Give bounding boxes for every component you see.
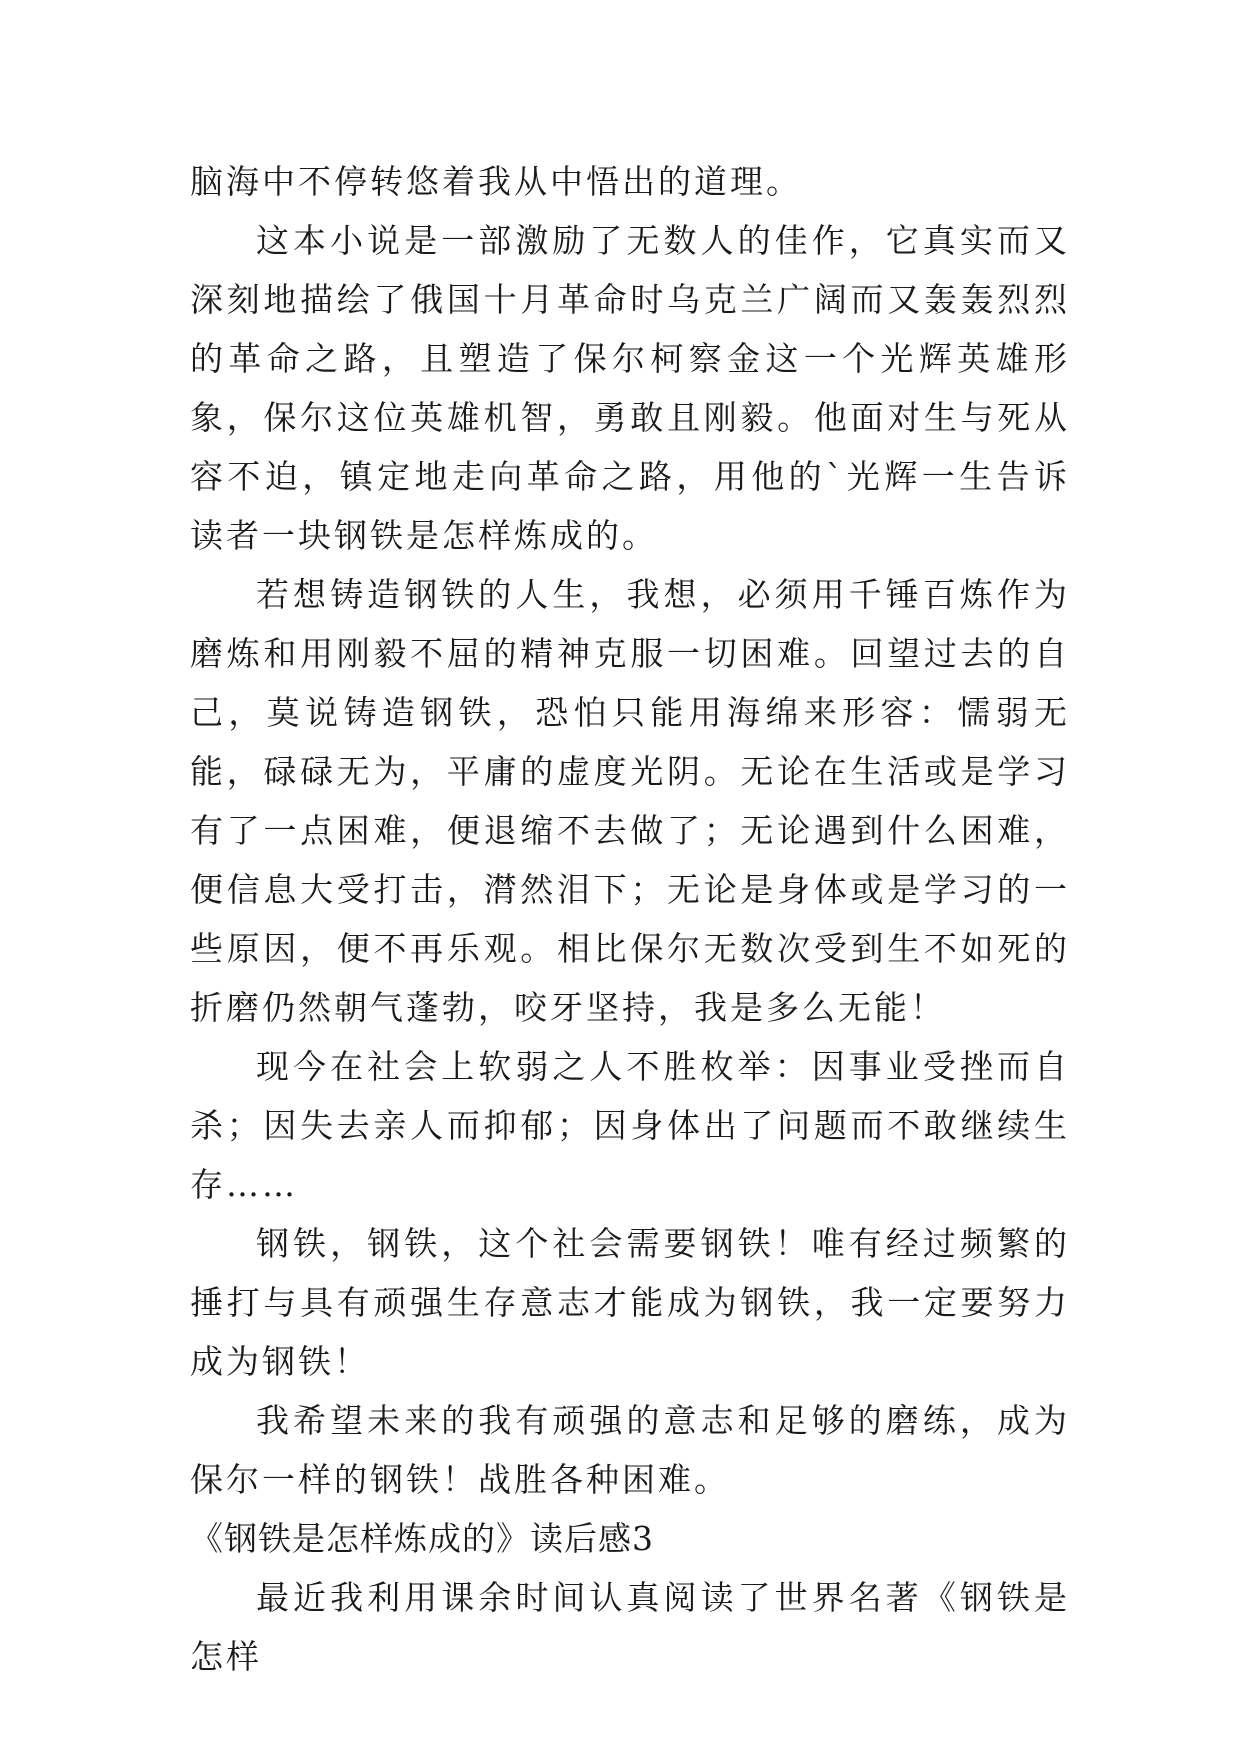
paragraph: 这本小说是一部激励了无数人的佳作，它真实而又深刻地描绘了俄国十月革命时乌克兰广阔而又轰轰烈烈的革命之路，且塑造了保尔柯察金这一个光辉英雄形象，保尔这位英雄机智，勇敢且刚毅。他面对生与死从容不迫，镇定地走向革命之路，用他的`光辉一生告诉读者一块钢铁是怎样炼成的。 bbox=[190, 221, 1070, 555]
paragraph: 我希望未来的我有顽强的意志和足够的磨练，成为保尔一样的钢铁！战胜各种困难。 bbox=[190, 1401, 1070, 1499]
paragraph: 最近我利用课余时间认真阅读了世界名著《钢铁是怎样 bbox=[190, 1578, 1070, 1676]
section-title: 《钢铁是怎样炼成的》读后感3 bbox=[190, 1519, 654, 1558]
paragraph: 现今在社会上软弱之人不胜枚举：因事业受挫而自杀；因失去亲人而抑郁；因身体出了问题而不敢继续生存…… bbox=[190, 1047, 1070, 1204]
document-body bbox=[190, 152, 1070, 1686]
paragraph: 脑海中不停转悠着我从中悟出的道理。 bbox=[190, 162, 802, 201]
paragraph: 钢铁，钢铁，这个社会需要钢铁！唯有经过频繁的捶打与具有顽强生存意志才能成为钢铁，我一定要努力成为钢铁！ bbox=[190, 1224, 1070, 1381]
paragraph: 若想铸造钢铁的人生，我想，必须用千锤百炼作为磨炼和用刚毅不屈的精神克服一切困难。回望过去的自己，莫说铸造钢铁，恐怕只能用海绵来形容：懦弱无能，碌碌无为，平庸的虚度光阴。无论在生活或是学习有了一点困难，便退缩不去做了；无论遇到什么困难，便信息大受打击，潸然泪下；无论是身体或是学习的一些原因，便不再乐观。相比保尔无数次受到生不如死的折磨仍然朝气蓬勃，咬牙坚持，我是多么无能！ bbox=[190, 575, 1070, 1027]
